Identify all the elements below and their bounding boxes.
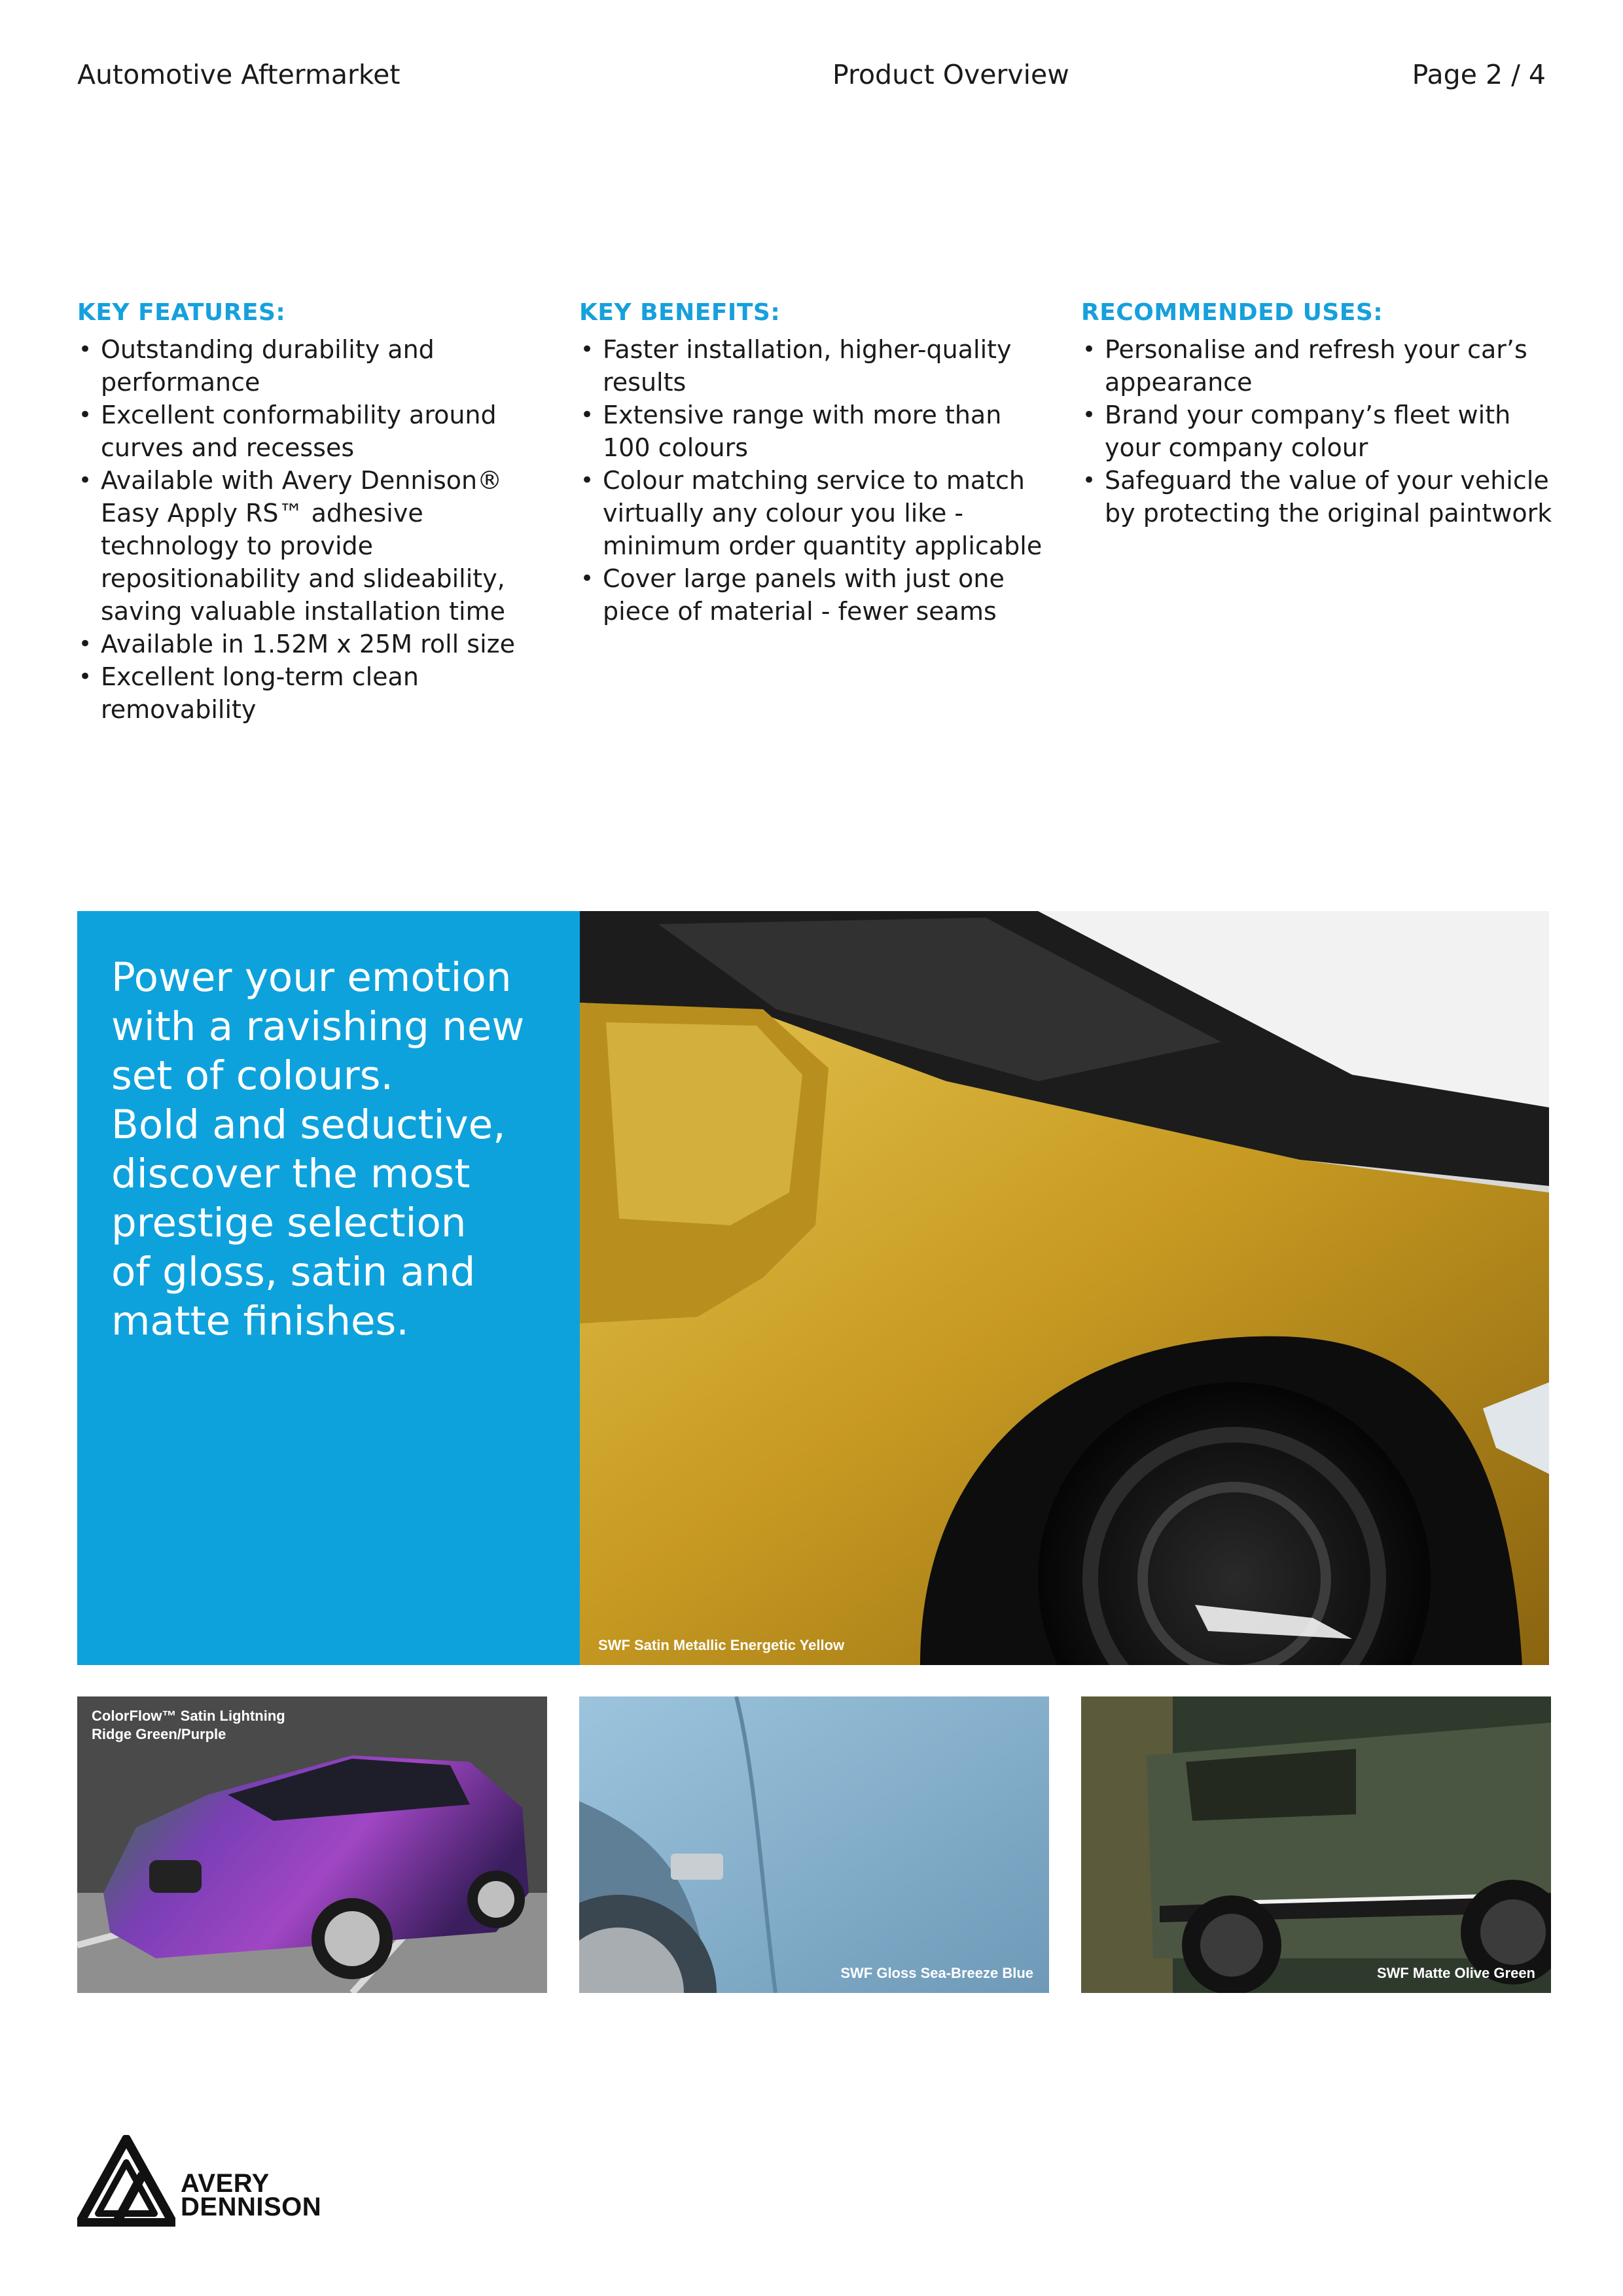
hero-line: of gloss, satin and xyxy=(111,1249,476,1295)
caption-line: ColorFlow™ Satin Lightning xyxy=(92,1708,285,1724)
key-benefits-title: KEY BENEFITS: xyxy=(579,299,781,326)
list-item: • Safeguard the value of your vehicle by protecting the original paintwork xyxy=(1081,464,1552,529)
key-benefits-list xyxy=(579,333,1050,628)
list-item: • Colour matching service to match virtually any colour you like - minimum order quantity applicable xyxy=(579,464,1050,562)
thumbnail-olive-caption: SWF Matte Olive Green xyxy=(1376,1965,1535,1981)
list-item: • Available with Avery Dennison® Easy Apply RS™ adhesive technology to provide repositionability and slideability, saving valuable installation time xyxy=(77,464,548,628)
key-features-title: KEY FEATURES: xyxy=(77,299,286,326)
hero-text-panel xyxy=(77,911,580,1665)
avery-dennison-mark-icon xyxy=(77,2135,175,2227)
avery-dennison-logo xyxy=(77,2135,352,2227)
recommended-uses-column xyxy=(1081,298,1552,529)
list-item: • Faster installation, higher-quality results xyxy=(579,333,1050,399)
hero-car-image xyxy=(580,911,1549,1665)
blue-car-illustration xyxy=(579,1696,1049,1993)
list-item: • Brand your company’s fleet with your company colour xyxy=(1081,399,1552,464)
hero-line: with a ravishing new xyxy=(111,1003,525,1050)
olive-suv-illustration xyxy=(1081,1696,1551,1993)
recommended-uses-list xyxy=(1081,333,1552,529)
hero-line: matte finishes. xyxy=(111,1298,409,1344)
key-benefits-column xyxy=(579,298,1050,628)
header-section-label: Automotive Aftermarket xyxy=(77,59,401,90)
recommended-uses-title: RECOMMENDED USES: xyxy=(1081,299,1383,326)
yellow-car-illustration xyxy=(580,911,1549,1665)
key-features-column xyxy=(77,298,548,726)
hero-image-caption: SWF Satin Metallic Energetic Yellow xyxy=(598,1637,845,1653)
thumbnail-matte-olive-green xyxy=(1081,1696,1551,1993)
thumbnail-colorflow-caption xyxy=(92,1707,285,1744)
page-header xyxy=(77,59,1546,105)
hero-line: discover the most xyxy=(111,1151,471,1197)
list-item: • Excellent long-term clean removability xyxy=(77,660,548,726)
thumbnail-colorflow xyxy=(77,1696,547,1993)
logo-line: DENNISON xyxy=(181,2193,322,2221)
list-item: • Excellent conformability around curves and recesses xyxy=(77,399,548,464)
logo-wordmark xyxy=(181,2169,322,2221)
hero-line: prestige selection xyxy=(111,1200,467,1246)
hero-line: Power your emotion xyxy=(111,954,512,1001)
logo-line: AVERY xyxy=(181,2169,270,2198)
hero-line: set of colours. xyxy=(111,1052,393,1099)
thumbnail-sea-breeze-blue xyxy=(579,1696,1049,1993)
hero-headline xyxy=(111,953,556,1346)
key-features-list xyxy=(77,333,548,726)
hero-line: Bold and seductive, xyxy=(111,1102,506,1148)
list-item: • Outstanding durability and performance xyxy=(77,333,548,399)
caption-line: Ridge Green/Purple xyxy=(92,1726,226,1742)
thumbnail-blue-caption: SWF Gloss Sea-Breeze Blue xyxy=(840,1965,1033,1981)
list-item: • Available in 1.52M x 25M roll size xyxy=(77,628,548,660)
list-item: • Personalise and refresh your car’s appearance xyxy=(1081,333,1552,399)
list-item: • Extensive range with more than 100 colours xyxy=(579,399,1050,464)
header-doc-title: Product Overview xyxy=(832,59,1069,90)
list-item: • Cover large panels with just one piece of material - fewer seams xyxy=(579,562,1050,628)
header-page-number: Page 2 / 4 xyxy=(1412,59,1546,90)
